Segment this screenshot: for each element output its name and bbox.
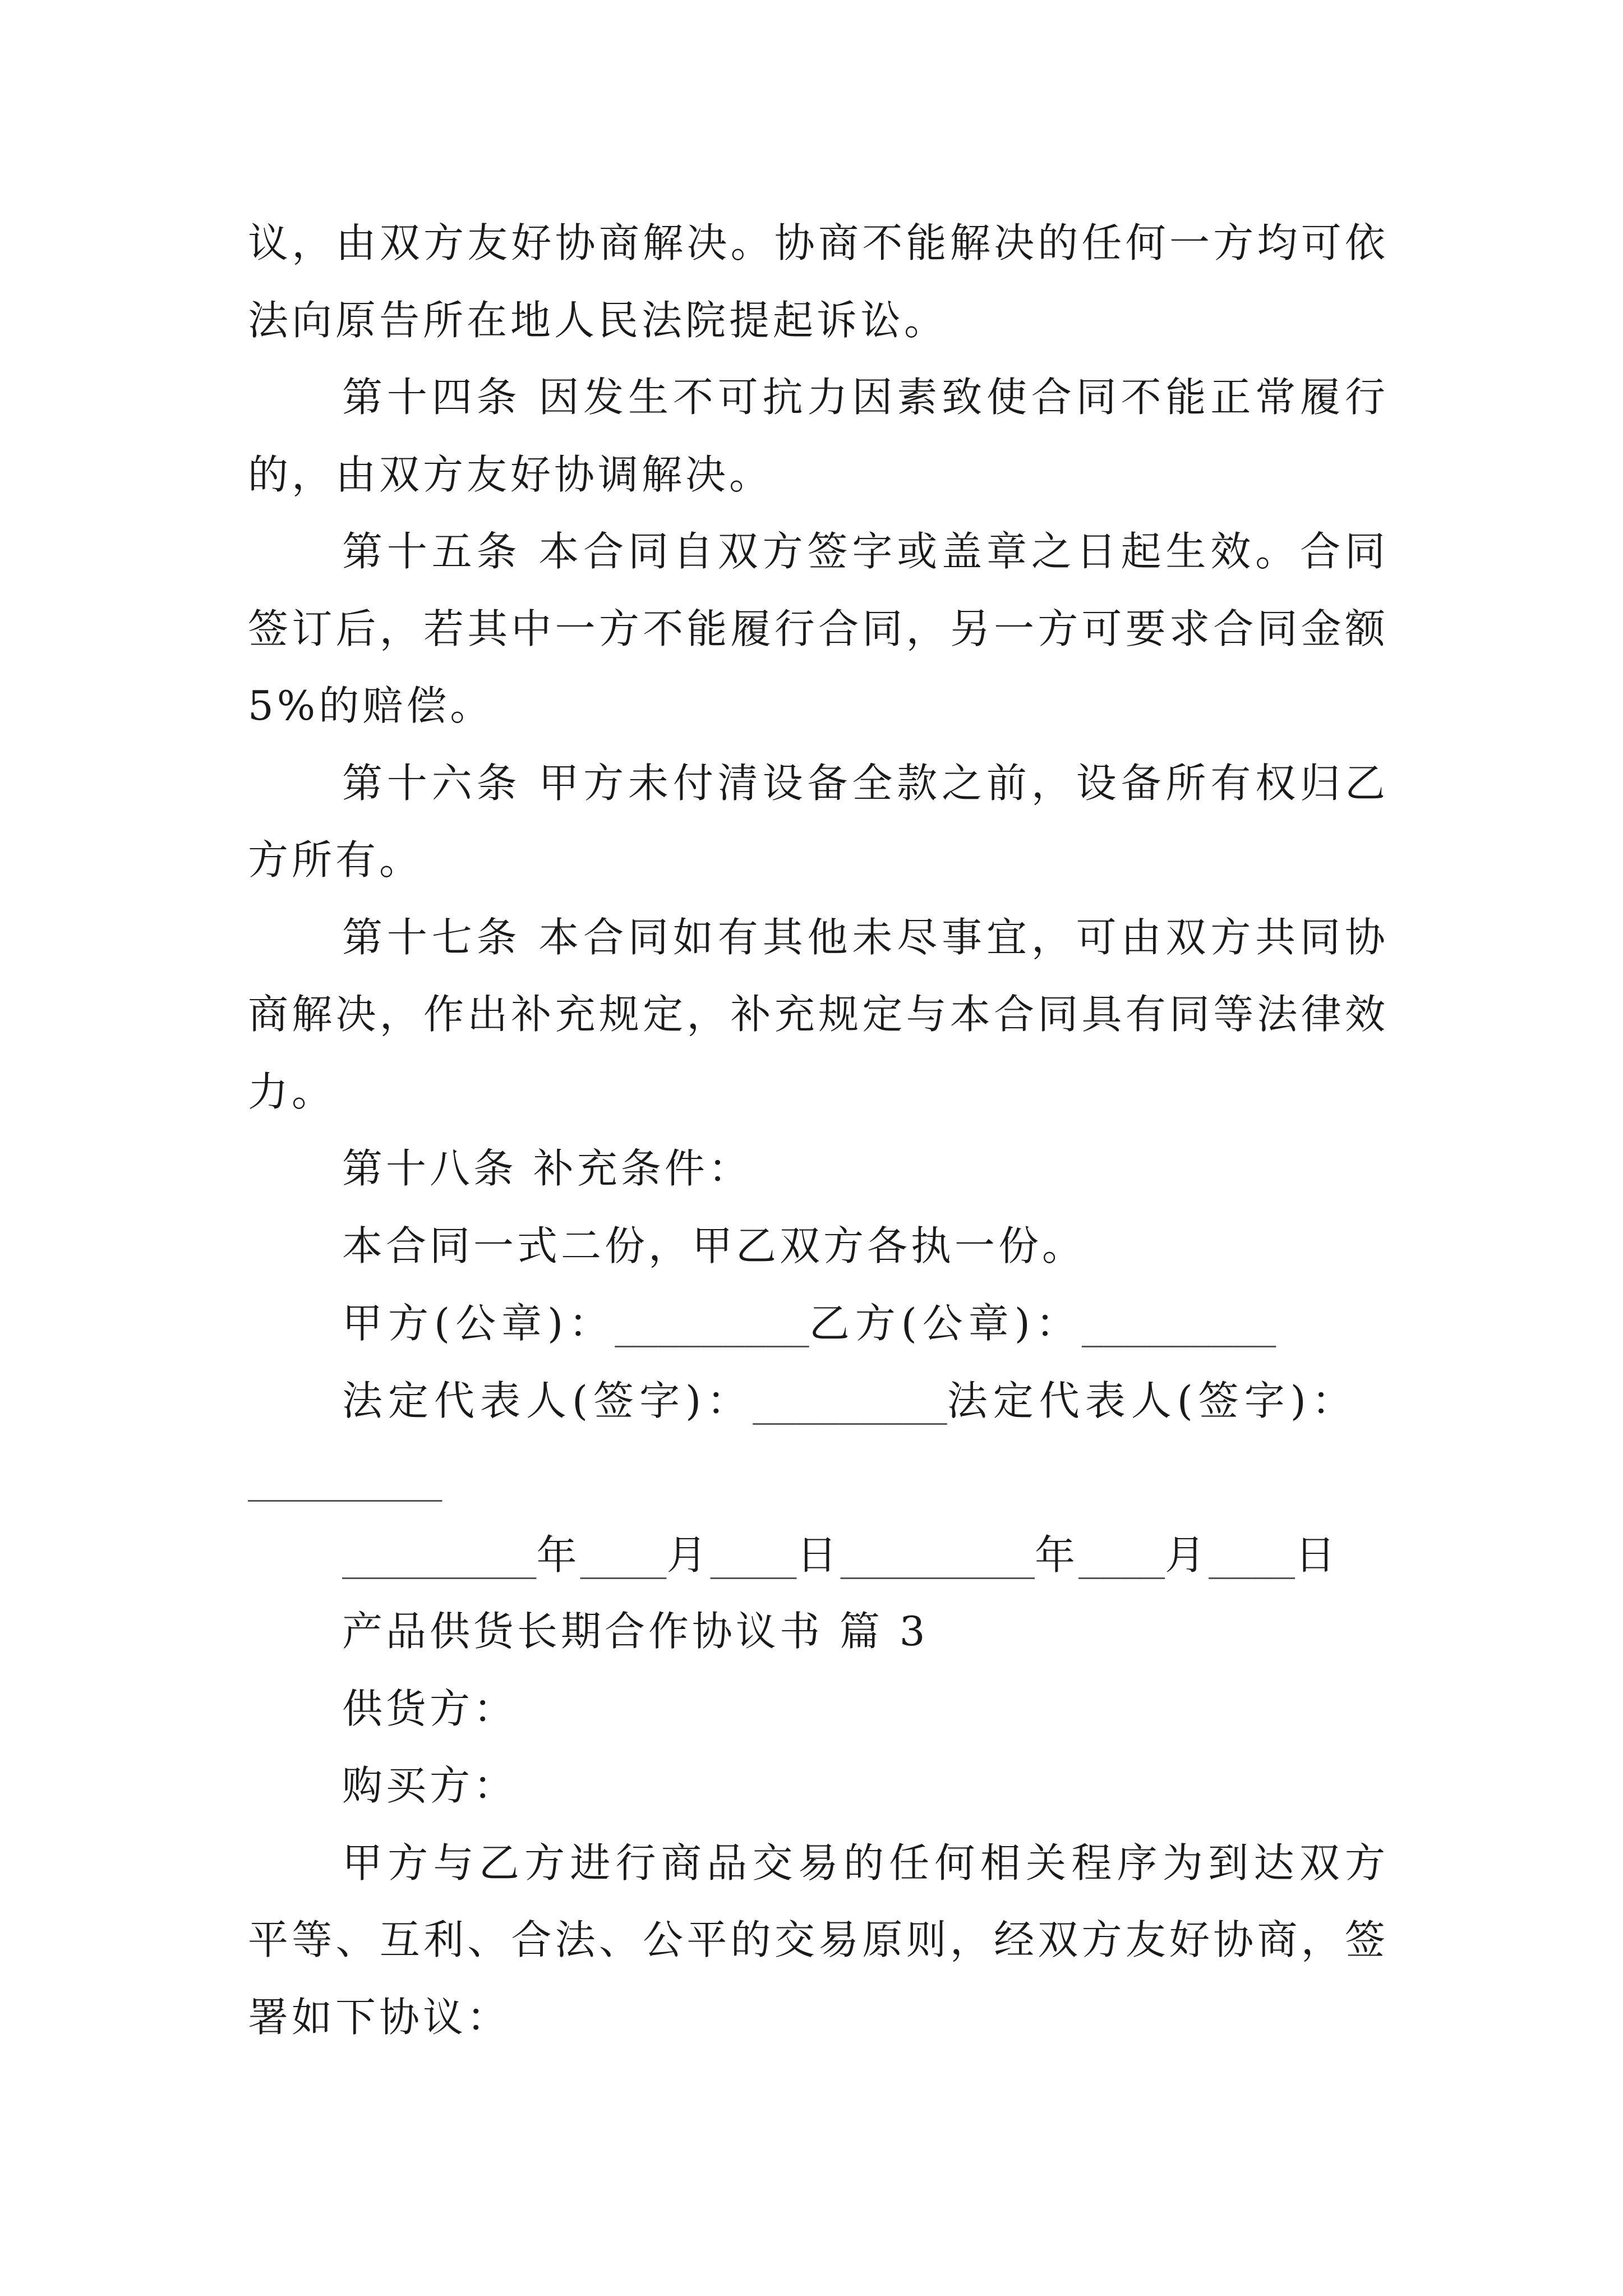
clause-16 — [248, 745, 1387, 899]
section-title: 产品供货长期合作协议书 篇 3 — [342, 1608, 929, 1655]
text-line: 第十八条 补充条件： — [342, 1145, 752, 1192]
party-b-representative-label: 法定代表人(签字)： — [947, 1377, 1358, 1424]
paragraph-dispute-resolution — [248, 205, 1387, 359]
text-line: 第十五条 本合同自双方签字或盖章之日起生效。合同 — [342, 528, 1387, 575]
party-b-month-blank: ____ — [1078, 1529, 1165, 1580]
text-line: 的，由双方友好协调解决。 — [248, 450, 773, 498]
party-a-year-label: 年 — [536, 1531, 580, 1579]
party-b-seal-label: 乙方(公章)： — [809, 1300, 1082, 1347]
text-line: 第十六条 甲方未付清设备全款之前，设备所有权归乙 — [342, 759, 1387, 807]
party-a-year-blank: _________ — [342, 1529, 537, 1580]
document-body — [248, 205, 1387, 2056]
text-line: 甲方与乙方进行商品交易的任何相关程序为到达双方 — [342, 1839, 1387, 1887]
buyer-label: 购买方： — [342, 1762, 518, 1809]
text-line: 本合同一式二份，甲乙双方各执一份。 — [342, 1222, 1086, 1269]
party-b-seal-blank: _________ — [1081, 1298, 1276, 1348]
clause-14 — [248, 359, 1387, 513]
party-a-representative-blank: _________ — [753, 1375, 947, 1425]
party-a-month-blank: ____ — [580, 1529, 667, 1580]
party-a-representative-label: 法定代表人(签字)： — [342, 1377, 753, 1424]
clause-15 — [248, 513, 1387, 745]
section-3 — [248, 1593, 1387, 2056]
signature-block — [248, 1285, 1387, 1593]
text-line: 第十七条 本合同如有其他未尽事宜，可由双方共同协 — [342, 913, 1387, 961]
clause-18 — [248, 1130, 1387, 1208]
party-a-seal-label: 甲方(公章)： — [342, 1300, 615, 1347]
seal-line — [248, 1285, 1387, 1362]
party-a-month-label: 月 — [666, 1531, 711, 1579]
text-line: 方所有。 — [248, 836, 423, 884]
party-b-year-blank: _________ — [840, 1529, 1035, 1580]
party-b-representative-blank: _________ — [248, 1452, 442, 1502]
text-line: 5%的赔偿。 — [248, 682, 494, 729]
text-line: 议，由双方友好协商解决。协商不能解决的任何一方均可依 — [248, 219, 1387, 266]
date-line — [248, 1516, 1387, 1594]
supplier-label: 供货方： — [342, 1685, 518, 1732]
party-a-seal-blank: _________ — [615, 1298, 809, 1348]
text-line: 签订后，若其中一方不能履行合同，另一方可要求合同金额 — [248, 605, 1387, 652]
representative-continuation-line — [248, 1439, 1387, 1516]
party-b-day-label: 日 — [1295, 1531, 1339, 1579]
representative-line — [248, 1362, 1387, 1439]
text-line: 署如下协议： — [248, 1993, 511, 2041]
clause-17 — [248, 899, 1387, 1131]
party-a-day-blank: ____ — [710, 1529, 797, 1580]
text-line: 商解决，作出补充规定，补充规定与本合同具有同等法律效 — [248, 991, 1387, 1038]
text-line: 法向原告所在地人民法院提起诉讼。 — [248, 296, 948, 344]
text-line: 第十四条 因发生不可抗力因素致使合同不能正常履行 — [342, 374, 1387, 421]
party-b-day-blank: ____ — [1209, 1529, 1295, 1580]
text-line: 力。 — [248, 1068, 336, 1115]
party-b-year-label: 年 — [1035, 1531, 1079, 1579]
text-line: 平等、互利、合法、公平的交易原则，经双方友好协商，签 — [248, 1916, 1387, 1963]
party-b-month-label: 月 — [1165, 1531, 1209, 1579]
copies-note — [248, 1208, 1387, 1285]
party-a-day-label: 日 — [796, 1531, 841, 1579]
